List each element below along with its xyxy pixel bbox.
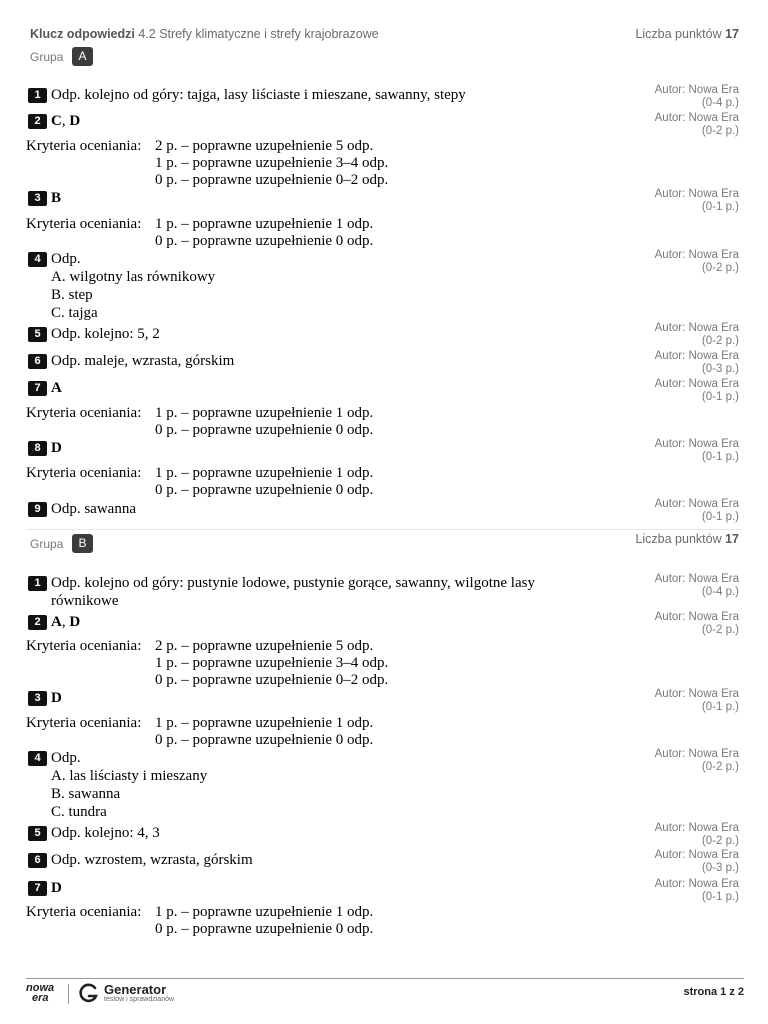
question-b5: 5 Odp. kolejno: 4, 3 — [28, 824, 588, 842]
page-header — [30, 27, 739, 41]
footer-divider — [26, 978, 744, 979]
question-b4: 4 Odp. A. las liściasty i mieszany B. sawanna C. tundra — [28, 749, 588, 821]
author-b5: Autor: Nowa Era (0-2 p.) — [654, 822, 739, 847]
question-a9: 9 Odp. sawanna — [28, 500, 588, 518]
author-a3: Autor: Nowa Era (0-1 p.) — [654, 188, 739, 213]
question-b3: 3 D — [28, 689, 588, 707]
author-a7: Autor: Nowa Era (0-1 p.) — [654, 378, 739, 403]
question-b1: 1 Odp. kolejno od góry: pustynie lodowe, pustynie gorące, sawanny, wilgotne lasy równikowe — [28, 574, 588, 610]
question-b6: 6 Odp. wzrostem, wzrasta, górskim — [28, 851, 588, 869]
question-b2: 2 A, D — [28, 613, 588, 631]
author-a1: Autor: Nowa Era (0-4 p.) — [654, 84, 739, 109]
question-a2: 2 C, D — [28, 112, 588, 130]
question-a1: 1 Odp. kolejno od góry: tajga, lasy liściaste i mieszane, sawanny, stepy — [28, 86, 588, 104]
document-subtitle: 4.2 Strefy klimatyczne i strefy krajobrazowe — [138, 27, 379, 41]
generator-g-icon — [78, 982, 100, 1004]
author-a5: Autor: Nowa Era (0-2 p.) — [654, 322, 739, 347]
group-b-label: Grupa — [30, 537, 64, 551]
question-a7: 7 A — [28, 379, 588, 397]
page-number: strona 1 z 2 — [683, 986, 744, 998]
group-b-badge: B — [72, 534, 93, 553]
logo-separator — [68, 984, 69, 1004]
question-a3: 3 B — [28, 189, 588, 207]
question-a6: 6 Odp. maleje, wzrasta, górskim — [28, 352, 588, 370]
group-b-points: Liczba punktów 17 — [635, 532, 739, 546]
document-title: Klucz odpowiedzi — [30, 27, 135, 41]
author-b7: Autor: Nowa Era (0-1 p.) — [654, 878, 739, 903]
group-a-label: Grupa — [30, 50, 64, 64]
author-b6: Autor: Nowa Era (0-3 p.) — [654, 849, 739, 874]
total-points: Liczba punktów 17 — [635, 27, 739, 41]
group-divider — [26, 529, 742, 530]
author-b2: Autor: Nowa Era (0-2 p.) — [654, 611, 739, 636]
author-a8: Autor: Nowa Era (0-1 p.) — [654, 438, 739, 463]
author-a2: Autor: Nowa Era (0-2 p.) — [654, 112, 739, 137]
question-a5: 5 Odp. kolejno: 5, 2 — [28, 325, 588, 343]
author-b3: Autor: Nowa Era (0-1 p.) — [654, 688, 739, 713]
generator-logo-text: Generator — [104, 982, 167, 997]
nowa-era-logo: nowa era — [26, 982, 55, 1004]
question-b7: 7 D — [28, 879, 588, 897]
author-a6: Autor: Nowa Era (0-3 p.) — [654, 350, 739, 375]
author-a4: Autor: Nowa Era (0-2 p.) — [654, 249, 739, 274]
question-a4: 4 Odp. A. wilgotny las równikowy B. step C. tajga — [28, 250, 588, 322]
group-a-badge: A — [72, 47, 93, 66]
generator-logo-subtext: testów i sprawdzianów — [104, 996, 175, 1003]
author-b1: Autor: Nowa Era (0-4 p.) — [654, 573, 739, 598]
author-b4: Autor: Nowa Era (0-2 p.) — [654, 748, 739, 773]
question-a8: 8 D — [28, 439, 588, 457]
author-a9: Autor: Nowa Era (0-1 p.) — [654, 498, 739, 523]
